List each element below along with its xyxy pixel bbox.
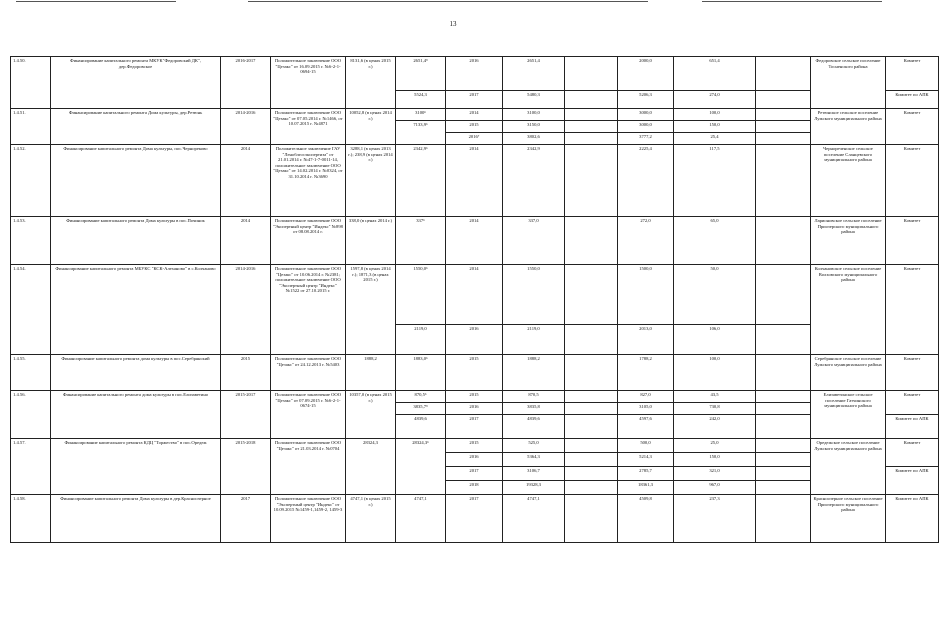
row-responsible: Комитет	[886, 355, 939, 391]
row-federal	[565, 495, 618, 543]
row-total: 19328,3	[503, 481, 565, 495]
row-expertise: Положительное заключение ГАУ "Леноблгосэкспертиза" от 21.01.2014 г. №47-1-7-0011-14, положительное заключение ООО "Цезакс" от 14.02.2014 г. №0324, от 31.10.2014 г. №3690	[271, 145, 346, 217]
row-local: 274,0	[674, 91, 756, 109]
row-year: 2014	[446, 217, 503, 265]
row-executor: Оредежское сельское поселение Лужского муниципального района	[811, 439, 886, 495]
row-expertise: Положительное заключение ООО "Цезакс" от 21.03.2014 г. №0704	[271, 439, 346, 495]
table-row	[11, 265, 939, 325]
row-federal	[565, 57, 618, 91]
row-other	[756, 467, 811, 481]
top-rule-mid	[248, 1, 648, 2]
program-table	[10, 56, 939, 543]
row-federal	[565, 415, 618, 439]
row-name: Финансирование капитального ремонта Дома культуры в дер.Красноозерное	[51, 495, 221, 543]
row-period: 2017	[221, 495, 271, 543]
row-federal	[565, 467, 618, 481]
row-other	[756, 145, 811, 217]
row-local: 50,0	[674, 265, 756, 325]
row-local: 242,0	[674, 415, 756, 439]
row-funding: 4839,6	[396, 415, 446, 439]
row-cost: 338,0 (в ценах 2014 г.)	[346, 217, 396, 265]
row-code: 1.4.55.	[11, 355, 51, 391]
row-federal	[565, 481, 618, 495]
row-cost: 1597,8 (в ценах 2014 г.); 1871,3 (в ценах 2015 г.)	[346, 265, 396, 355]
row-federal	[565, 439, 618, 453]
row-year: 2017	[446, 495, 503, 543]
row-total: 3150,0	[503, 121, 565, 133]
row-executor: Чернореченское сельское поселение Сланцевского муниципального района	[811, 145, 886, 217]
row-regional: 1788,2	[618, 355, 674, 391]
row-expertise: Положительное заключение ООО "Экспертный центр "Индекс" №898 от 08.08.2014 г.	[271, 217, 346, 265]
row-federal	[565, 325, 618, 355]
row-other	[756, 91, 811, 109]
row-local: 321,0	[674, 467, 756, 481]
row-other	[756, 403, 811, 415]
row-cost: 10052,8 (в ценах 2014 г.)	[346, 109, 396, 145]
row-period: 2015	[221, 355, 271, 391]
top-rule-right	[702, 1, 882, 2]
row-other	[756, 453, 811, 467]
row-local: 117,5	[674, 145, 756, 217]
row-total: 5364,3	[503, 453, 565, 467]
row-funding: 7133,9⁶	[396, 121, 446, 145]
row-funding: 870,5⁶	[396, 391, 446, 403]
row-local: 100,0	[674, 355, 756, 391]
row-code: 1.4.57.	[11, 439, 51, 495]
row-regional: 2785,7	[618, 467, 674, 481]
row-responsible: Комитет	[886, 145, 939, 217]
row-regional: 2013,0	[618, 325, 674, 355]
row-year: 2016	[446, 325, 503, 355]
table-row	[11, 57, 939, 91]
row-funding: 2119,0	[396, 325, 446, 355]
row-federal	[565, 265, 618, 325]
row-cost: 4747,1 (в ценах 2015 г.)	[346, 495, 396, 543]
row-responsible: Комитет по АПК	[886, 415, 939, 439]
row-period: 2014-2016	[221, 109, 271, 145]
row-code: 1.4.54.	[11, 265, 51, 355]
row-funding: 1550,0⁶	[396, 265, 446, 325]
row-name: Финансирование капитального ремонта дома культуры в пос.Елизаветино	[51, 391, 221, 439]
row-regional: 3000,0	[618, 121, 674, 133]
row-year: 2016	[446, 57, 503, 91]
row-year: 2014	[446, 109, 503, 121]
row-year: 2016	[446, 453, 503, 467]
row-name: Финансирование капитального ремонта КДЦ "Торжество" в пос.Оредеж	[51, 439, 221, 495]
row-funding: 5524,3	[396, 91, 446, 109]
row-local: 106,0	[674, 325, 756, 355]
row-local: 25,4	[674, 133, 756, 145]
row-federal	[565, 133, 618, 145]
row-regional: 2000,0	[618, 57, 674, 91]
row-responsible: Комитет по АПК	[886, 91, 939, 109]
row-expertise: Положительное заключение ООО "Цезакс" от 16.09.2015 г. №6-2-1-0694-15	[271, 57, 346, 109]
row-other	[756, 265, 811, 325]
row-responsible: Комитет	[886, 109, 939, 145]
row-name: Финансирование капитального ремонта Дома культуры в пос.Починок	[51, 217, 221, 265]
row-period: 2016-2017	[221, 57, 271, 109]
row-regional: 5214,3	[618, 453, 674, 467]
row-code: 1.4.56.	[11, 391, 51, 439]
row-other	[756, 109, 811, 121]
row-code: 1.4.52.	[11, 145, 51, 217]
row-expertise: Положительное заключение ООО "Цезакс" от 10.06.2014 г. №2381; положительное заключение ООО "Экспертный центр "Индекс" №1522 от 27.10.2015 г.	[271, 265, 346, 355]
row-federal	[565, 391, 618, 403]
row-other	[756, 217, 811, 265]
row-period: 2014-2016	[221, 265, 271, 355]
row-local: 25,0	[674, 439, 756, 453]
row-funding: 1883,0⁶	[396, 355, 446, 391]
row-regional: 827,0	[618, 391, 674, 403]
row-other	[756, 325, 811, 355]
row-local: 100,0	[674, 109, 756, 121]
row-total: 3106,7	[503, 467, 565, 481]
row-other	[756, 481, 811, 495]
row-regional: 5206,3	[618, 91, 674, 109]
row-total: 2651,4	[503, 57, 565, 91]
row-regional: 4509,8	[618, 495, 674, 543]
row-federal	[565, 145, 618, 217]
row-local: 150,0	[674, 121, 756, 133]
row-regional: 18361,3	[618, 481, 674, 495]
row-local: 150,0	[674, 453, 756, 467]
row-other	[756, 391, 811, 403]
row-other	[756, 57, 811, 91]
row-year: 2014	[446, 265, 503, 325]
row-name: Финансирование капитального ремонта Дома культуры, дер.Ретюнь	[51, 109, 221, 145]
row-local: 651,4	[674, 57, 756, 91]
row-name: Финансирование капитального ремонта дома культуры в пос.Серебрянский	[51, 355, 221, 391]
row-expertise: Положительное заключение ООО "Экспертный центр "Индекс" от 10.09.2015 №1459-1,1459-2, 1459-3	[271, 495, 346, 543]
table-row	[11, 145, 939, 217]
row-responsible: Комитет	[886, 439, 939, 467]
row-total: 3835,8	[503, 403, 565, 415]
row-funding: 337⁶	[396, 217, 446, 265]
row-federal	[565, 355, 618, 391]
row-funding: 28324,3⁶	[396, 439, 446, 495]
table-row	[11, 355, 939, 391]
row-local: 65,0	[674, 217, 756, 265]
row-other	[756, 439, 811, 453]
row-year: 2015	[446, 121, 503, 133]
row-period: 2015-2018	[221, 439, 271, 495]
table-row	[11, 439, 939, 453]
row-expertise: Положительное заключение ООО "Цезакс" от 24.12.2013 г. №5403	[271, 355, 346, 391]
row-local: 237,3	[674, 495, 756, 543]
row-executor: Ларионовское сельское поселение Приозерского муниципального района	[811, 217, 886, 265]
row-year: 2016	[446, 403, 503, 415]
row-cost: 1888,2	[346, 355, 396, 391]
row-funding: 3835,7⁹	[396, 403, 446, 415]
row-year: 2015	[446, 391, 503, 403]
row-cost: 8131,6 (в ценах 2015 г.)	[346, 57, 396, 109]
row-year: 2016⁷	[446, 133, 503, 145]
row-year: 2017	[446, 415, 503, 439]
row-year: 2018	[446, 481, 503, 495]
table-row	[11, 217, 939, 265]
row-executor: Красноозерное сельское поселение Приозерского муниципального района	[811, 495, 886, 543]
row-year: 2015	[446, 355, 503, 391]
row-federal	[565, 403, 618, 415]
row-cost: 3288,1 (в ценах 2013 г.); 238,9 (в ценах 2014 г.)	[346, 145, 396, 217]
row-total: 2342,9	[503, 145, 565, 217]
row-other	[756, 133, 811, 145]
row-local: 967,0	[674, 481, 756, 495]
row-period: 2014	[221, 217, 271, 265]
row-executor: Федоровское сельское поселение Тосненского района	[811, 57, 886, 109]
row-total: 870,5	[503, 391, 565, 403]
row-federal	[565, 91, 618, 109]
row-year: 2017	[446, 91, 503, 109]
row-total: 2119,0	[503, 325, 565, 355]
row-regional: 500,0	[618, 439, 674, 453]
row-total: 337,0	[503, 217, 565, 265]
row-code: 1.4.50.	[11, 57, 51, 109]
row-funding: 2651,4⁹	[396, 57, 446, 91]
row-other	[756, 355, 811, 391]
row-regional: 4597,6	[618, 415, 674, 439]
row-other	[756, 121, 811, 133]
row-regional: 3777,2	[618, 133, 674, 145]
top-rule-left	[16, 1, 176, 2]
row-cost: 28324,3	[346, 439, 396, 495]
row-expertise: Положительное заключение ООО "Цезакс" от 07.05.2014 г. №1466, от 10.07.2015 г. №4871	[271, 109, 346, 145]
row-total: 3802,6	[503, 133, 565, 145]
row-funding: 2342,9⁶	[396, 145, 446, 217]
row-total: 4839,6	[503, 415, 565, 439]
row-federal	[565, 453, 618, 467]
table-row	[11, 391, 939, 403]
row-total: 525,0	[503, 439, 565, 453]
row-code: 1.4.51.	[11, 109, 51, 145]
row-local: 43,5	[674, 391, 756, 403]
row-funding: 4747,1	[396, 495, 446, 543]
row-year: 2015	[446, 439, 503, 453]
row-federal	[565, 217, 618, 265]
row-total: 1550,0	[503, 265, 565, 325]
row-responsible: Комитет по АПК	[886, 467, 939, 495]
row-regional: 3105,0	[618, 403, 674, 415]
row-responsible: Комитет по АПК	[886, 495, 939, 543]
row-local: 730,8	[674, 403, 756, 415]
row-regional: 1500,0	[618, 265, 674, 325]
row-executor: Колчановское сельское поселение Волховского муниципального района	[811, 265, 886, 355]
row-other	[756, 415, 811, 439]
row-executor: Ретюнское сельское поселение Лужского муниципального района	[811, 109, 886, 145]
row-total: 1888,2	[503, 355, 565, 391]
row-total: 4747,1	[503, 495, 565, 543]
row-executor: Елизаветинское сельское поселение Гатчинского муниципального района	[811, 391, 886, 439]
row-responsible: Комитет	[886, 391, 939, 415]
row-other	[756, 495, 811, 543]
row-year: 2017	[446, 467, 503, 481]
row-funding: 3100⁶	[396, 109, 446, 121]
row-federal	[565, 109, 618, 121]
row-expertise: Положительное заключение ООО "Цезакс" от 07.09.2015 г. №6-2-1-0674-15	[271, 391, 346, 439]
row-regional: 272,0	[618, 217, 674, 265]
row-federal	[565, 121, 618, 133]
row-executor: Серебрянское сельское поселение Лужского муниципального района	[811, 355, 886, 391]
row-name: Финансирование капитального ремонта Дома культуры, пос.Чернореково	[51, 145, 221, 217]
row-code: 1.4.53.	[11, 217, 51, 265]
row-name: Финансирование капитального ремонта МКУК"Федоровский ДК", дер.Федоровское	[51, 57, 221, 109]
row-code: 1.4.58.	[11, 495, 51, 543]
row-name: Финансирование капитального ремонта МБУКС "КСК-Алеханово" в с.Колчаново	[51, 265, 221, 355]
row-cost: 10357,0 (в ценах 2015 г.)	[346, 391, 396, 439]
row-period: 2015-2017	[221, 391, 271, 439]
row-regional: 3000,0	[618, 109, 674, 121]
row-year: 2014	[446, 145, 503, 217]
row-responsible: Комитет	[886, 217, 939, 265]
row-total: 3100,0	[503, 109, 565, 121]
row-responsible: Комитет	[886, 57, 939, 91]
table-row	[11, 495, 939, 543]
row-regional: 2225,4	[618, 145, 674, 217]
page-number: 13	[449, 20, 457, 28]
row-responsible: Комитет	[886, 265, 939, 355]
row-period: 2014	[221, 145, 271, 217]
row-total: 5480,3	[503, 91, 565, 109]
table-row	[11, 109, 939, 121]
